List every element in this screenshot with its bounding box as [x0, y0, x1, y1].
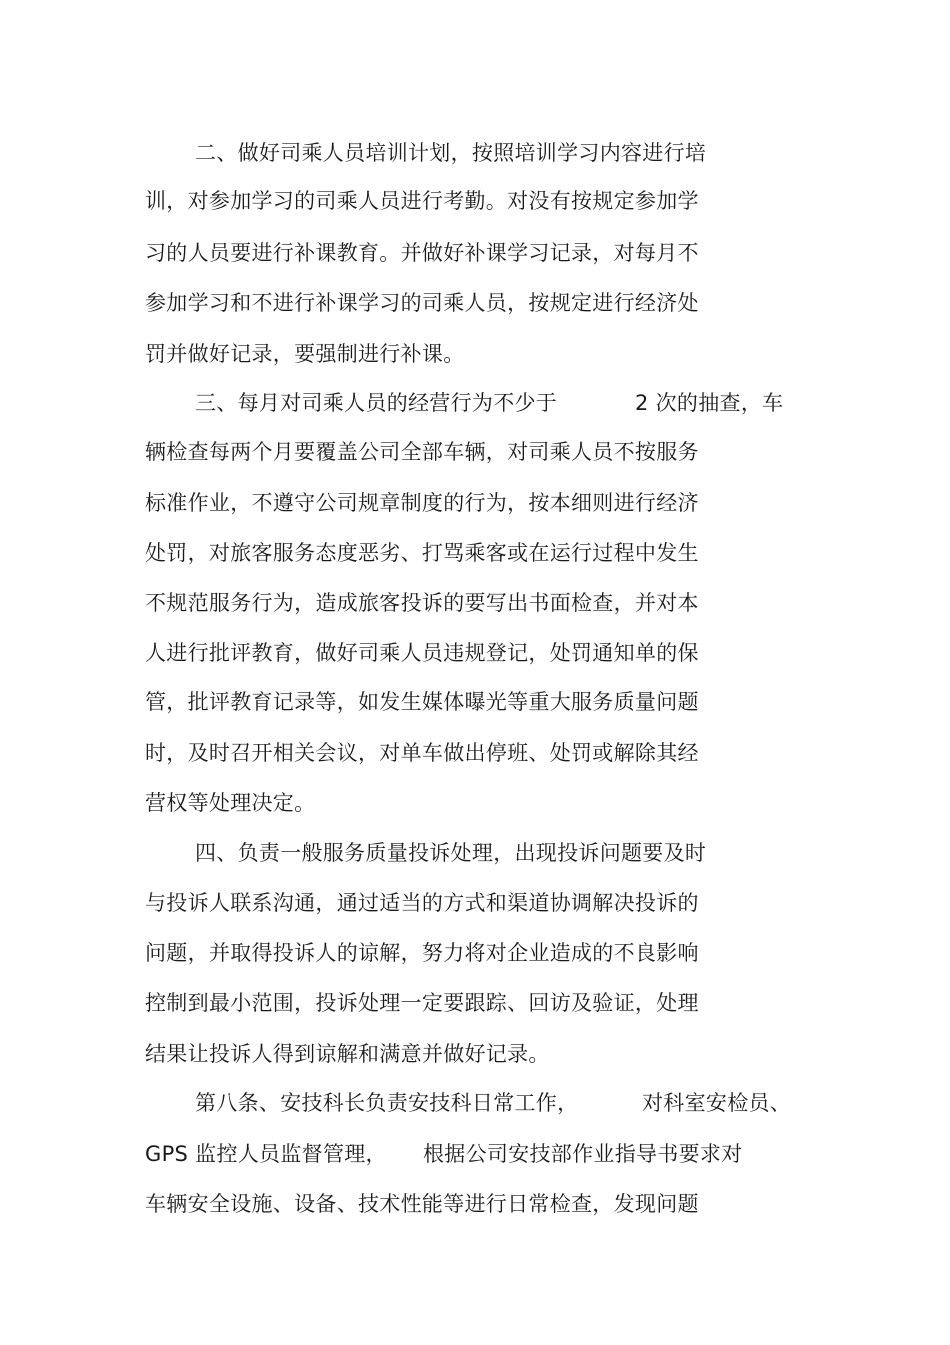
paragraph-3-line-2: 辆检查每两个月要覆盖公司全部车辆，对司乘人员不按服务: [145, 440, 699, 464]
paragraph-3-line-1b: 2 次的抽查，车: [635, 391, 784, 415]
paragraph-2-line-2: 训，对参加学习的司乘人员进行考勤。对没有按规定参加学: [145, 189, 699, 213]
paragraph-3-line-3: 标准作业，不遵守公司规章制度的行为，按本细则进行经济: [145, 491, 699, 515]
paragraph-2-line-3: 习的人员要进行补课教育。并做好补课学习记录，对每月不: [145, 241, 699, 265]
paragraph-2-line-1: 二、做好司乘人员培训计划，按照培训学习内容进行培: [195, 141, 707, 165]
paragraph-3-line-9: 营权等处理决定。: [145, 791, 316, 815]
article-8-line-3: 车辆安全设施、设备、技术性能等进行日常检查，发现问题: [145, 1192, 699, 1216]
paragraph-3-line-5: 不规范服务行为，造成旅客投诉的要写出书面检查，并对本: [145, 591, 699, 615]
paragraph-4-line-1: 四、负责一般服务质量投诉处理，出现投诉问题要及时: [195, 841, 707, 865]
paragraph-2-line-4: 参加学习和不进行补课学习的司乘人员，按规定进行经济处: [145, 291, 699, 315]
paragraph-4-line-5: 结果让投诉人得到谅解和满意并做好记录。: [145, 1042, 550, 1066]
paragraph-3-line-4: 处罚，对旅客服务态度恶劣、打骂乘客或在运行过程中发生: [145, 541, 699, 565]
paragraph-3-line-1a: 三、每月对司乘人员的经营行为不少于: [195, 391, 558, 415]
paragraph-4-line-2: 与投诉人联系沟通，通过适当的方式和渠道协调解决投诉的: [145, 891, 699, 915]
paragraph-3-line-8: 时，及时召开相关会议，对单车做出停班、处罚或解除其经: [145, 741, 699, 765]
paragraph-4-line-3: 问题，并取得投诉人的谅解，努力将对企业造成的不良影响: [145, 941, 699, 965]
paragraph-2-line-5: 罚并做好记录，要强制进行补课。: [145, 342, 465, 366]
paragraph-4-line-4: 控制到最小范围，投诉处理一定要跟踪、回访及验证，处理: [145, 991, 699, 1015]
article-8-line-2b: 根据公司安技部作业指导书要求对: [423, 1142, 743, 1166]
article-8-line-1b: 对科室安检员、: [642, 1091, 792, 1115]
article-8-line-1a: 第八条、安技科长负责安技科日常工作，: [195, 1091, 579, 1115]
paragraph-3-line-7: 管，批评教育记录等，如发生媒体曝光等重大服务质量问题: [145, 690, 699, 714]
article-8-line-2a: GPS 监控人员监督管理，: [145, 1142, 387, 1166]
paragraph-3-line-6: 人进行批评教育，做好司乘人员违规登记，处罚通知单的保: [145, 641, 699, 665]
